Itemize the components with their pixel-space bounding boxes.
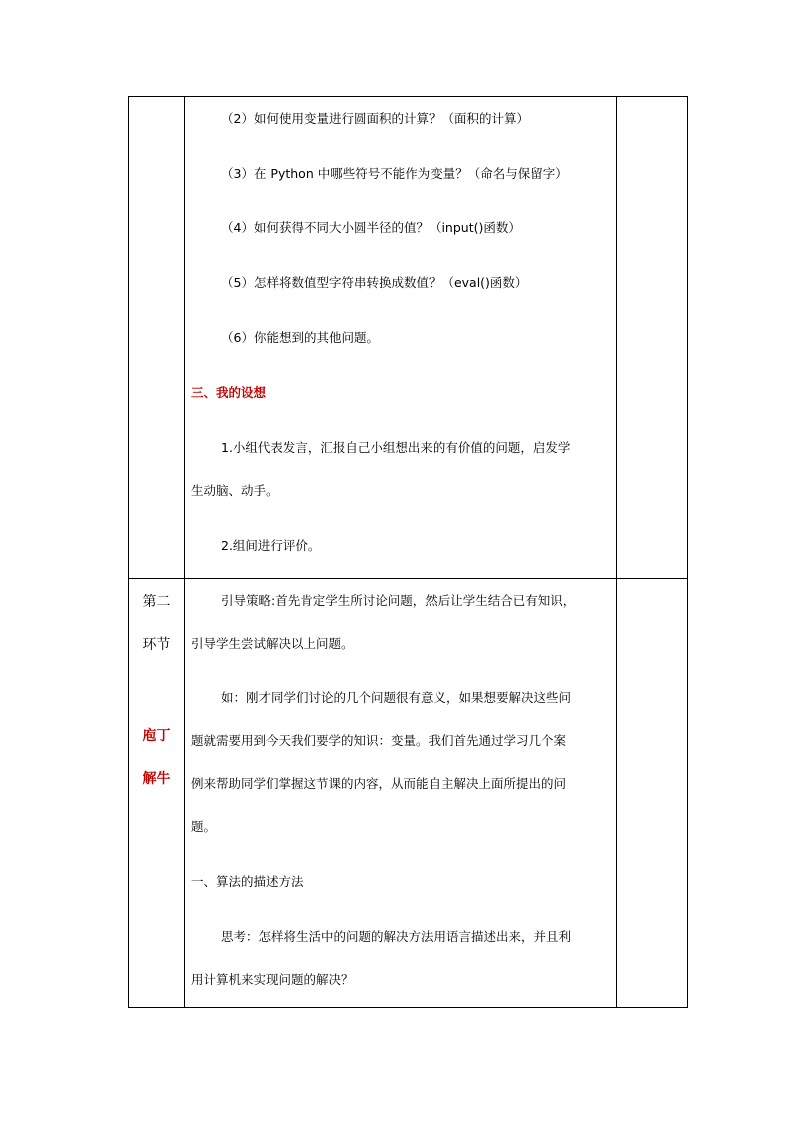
subsection-heading: 一、算法的描述方法 — [191, 874, 304, 889]
question-6: （6）你能想到的其他问题。 — [221, 330, 379, 345]
strategy-line-1: 引导策略:首先肯定学生所讨论问题，然后让学生结合已有知识， — [221, 593, 576, 608]
stage-label-line-1: 第二 — [142, 594, 171, 610]
content-cell — [185, 97, 617, 579]
stage-cell — [129, 579, 185, 1008]
question-5: （5）怎样将数值型字符串转换成数值？（eval()函数） — [221, 275, 528, 290]
example-line-2: 题就需要用到今天我们要学的知识：变量。我们首先通过学习几个案 — [191, 733, 567, 748]
question-2: （2）如何使用变量进行圆面积的计算？（面积的计算） — [221, 111, 529, 126]
question-3: （3）在 Python 中哪些符号不能作为变量？（命名与保留字） — [221, 166, 568, 181]
section-heading: 三、我的设想 — [191, 385, 267, 400]
lesson-table — [128, 96, 688, 1008]
item-1-line-2: 生动脑、动手。 — [191, 483, 279, 498]
example-line-3: 例来帮助同学们掌握这节课的内容，从而能自主解决上面所提出的问 — [191, 776, 567, 791]
think-line-2: 用计算机来实现问题的解决？ — [191, 972, 354, 987]
table-row — [129, 579, 688, 1008]
item-2: 2.组间进行评价。 — [221, 538, 321, 553]
stage-label-line-2: 环节 — [142, 637, 171, 653]
think-line-1: 思考：怎样将生活中的问题的解决方法用语言描述出来，并且利 — [221, 929, 572, 944]
notes-cell — [617, 579, 688, 1008]
strategy-line-2: 引导学生尝试解决以上问题。 — [191, 636, 354, 651]
question-4: （4）如何获得不同大小圆半径的值？（input()函数） — [221, 220, 521, 235]
example-line-4: 题。 — [191, 819, 217, 834]
notes-cell — [617, 97, 688, 579]
table-row — [129, 97, 688, 579]
stage-cell — [129, 97, 185, 579]
content-cell — [185, 579, 617, 1008]
item-1-line-1: 1.小组代表发言，汇报自己小组想出来的有价值的问题，启发学 — [221, 440, 571, 455]
stage-title-line-2: 解牛 — [142, 771, 171, 787]
stage-title-line-1: 庖丁 — [142, 728, 171, 744]
example-line-1: 如：刚才同学们讨论的几个问题很有意义，如果想要解决这些问 — [221, 690, 572, 705]
